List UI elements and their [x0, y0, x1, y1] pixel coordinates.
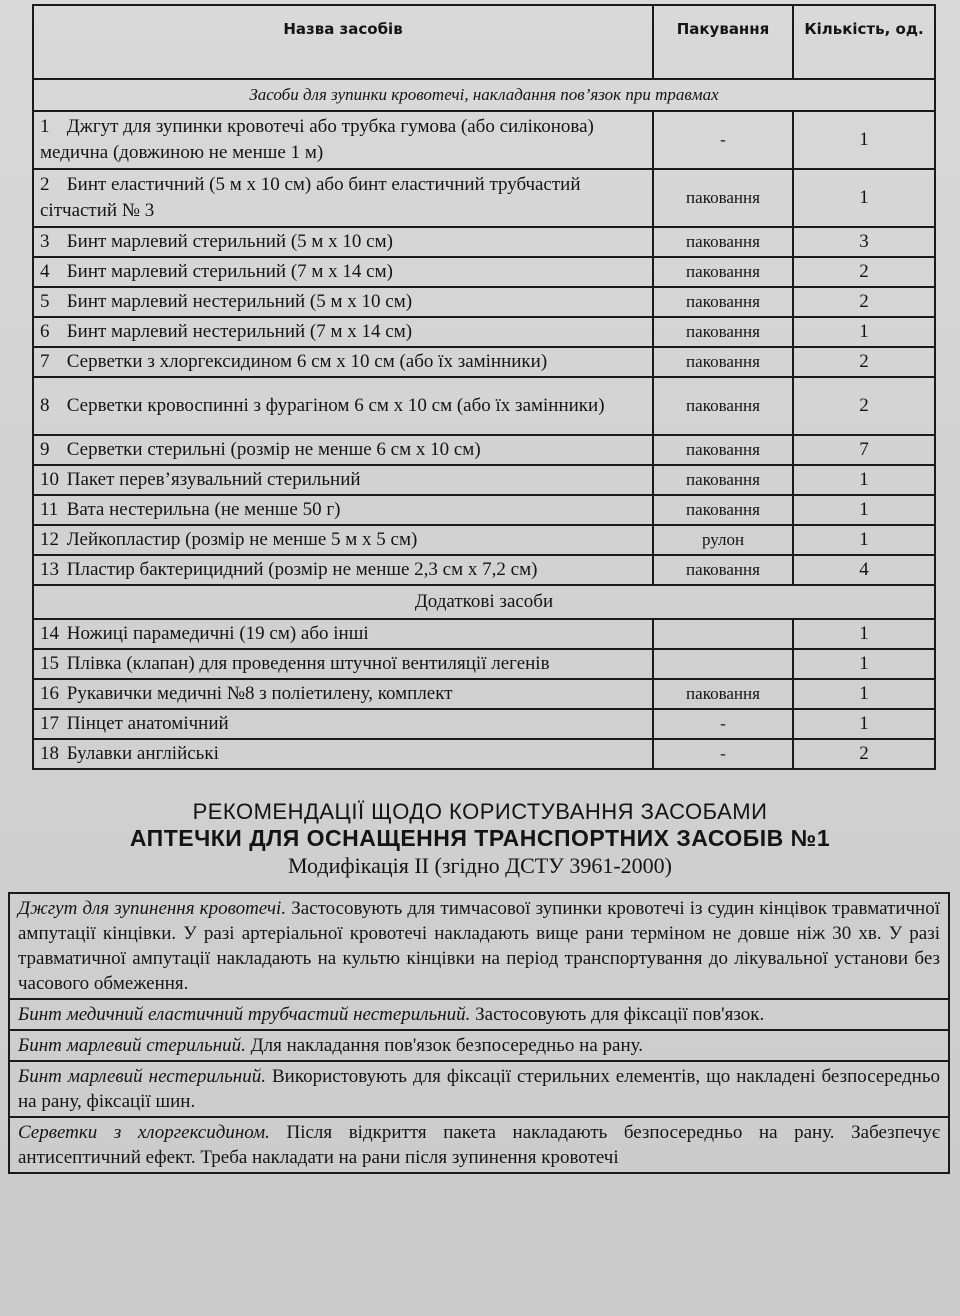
table-row [33, 227, 935, 257]
recommendation-text: Застосовують для тимчасової зупинки кровотечі із судин кінцівок травматичної ампутації кінцівки. У разі артеріальної кровотечі накладають вище рани терміном не довше ніж 30 хв. У разі травматичної ампутації накладають на культю кінцівки на період транспортування до лікувальної установи без часового обмеження. [18, 898, 941, 994]
item-name: Бинт марлевий нестерильний (7 м х 14 см) [66, 321, 413, 342]
item-quantity: 2 [793, 739, 935, 769]
title-line-2: АПТЕЧКИ ДЛЯ ОСНАЩЕННЯ ТРАНСПОРТНИХ ЗАСОБІВ №1 [129, 825, 831, 851]
recommendation-cell [9, 1117, 949, 1173]
item-packaging: рулон [653, 525, 793, 555]
recommendation-term: Бинт медичний еластичний трубчастий нестерильний. [18, 1004, 471, 1025]
item-number: 3 [40, 231, 50, 252]
item-name-cell [33, 555, 653, 585]
table-row [33, 169, 935, 227]
item-number: 8 [40, 395, 50, 416]
recommendation-row [9, 893, 949, 999]
recommendation-text: Для накладання пов'язок безпосередньо на рану. [245, 1035, 643, 1056]
table-row [33, 739, 935, 769]
item-name: Плівка (клапан) для проведення штучної вентиляції легенів [66, 653, 550, 674]
recommendation-row [9, 1030, 949, 1061]
section-heading-additional: Додаткові засоби [33, 585, 935, 619]
item-packaging: паковання [653, 435, 793, 465]
item-number: 6 [40, 321, 50, 342]
item-quantity: 1 [793, 525, 935, 555]
item-quantity: 2 [793, 257, 935, 287]
item-name: Бинт марлевий стерильний (7 м х 14 см) [66, 261, 393, 282]
item-name-cell [33, 377, 653, 435]
recommendation-term: Бинт марлевий нестерильний. [18, 1066, 266, 1087]
item-number: 4 [40, 261, 50, 282]
item-quantity: 1 [793, 111, 935, 169]
item-quantity: 1 [793, 465, 935, 495]
item-number: 11 [40, 499, 59, 520]
table-row [33, 435, 935, 465]
item-packaging: паковання [653, 555, 793, 585]
item-number: 17 [40, 713, 59, 734]
recommendation-row [9, 999, 949, 1030]
recommendation-cell [9, 999, 949, 1030]
item-quantity: 1 [793, 709, 935, 739]
item-number: 9 [40, 439, 50, 460]
item-packaging: паковання [653, 495, 793, 525]
item-number: 2 [40, 174, 50, 195]
item-name: Бинт марлевий стерильний (5 м х 10 см) [66, 231, 393, 252]
item-quantity: 4 [793, 555, 935, 585]
section-row [33, 79, 935, 111]
item-quantity: 1 [793, 169, 935, 227]
item-quantity: 2 [793, 347, 935, 377]
item-number: 12 [40, 529, 59, 550]
item-name-cell [33, 317, 653, 347]
recommendations-title [0, 798, 960, 879]
item-number: 5 [40, 291, 50, 312]
item-packaging: - [653, 709, 793, 739]
recommendation-text: Використовують для фіксації стерильних елементів, що накладені безпосередньо на рану, фіксації шин. [18, 1066, 940, 1112]
item-name: Серветки стерильні (розмір не менше 6 см х 10 см) [66, 439, 481, 460]
table-row [33, 317, 935, 347]
table-row [33, 287, 935, 317]
item-name: Серветки кровоспинні з фурагіном 6 см х 10 см (або їх замінники) [66, 395, 605, 416]
recommendations-table [8, 892, 950, 1174]
table-row [33, 111, 935, 169]
item-name: Ножиці парамедичні (19 см) або інші [66, 623, 369, 644]
item-quantity: 1 [793, 649, 935, 679]
column-header-name: Назва засобів [33, 5, 653, 79]
item-packaging: паковання [653, 257, 793, 287]
recommendation-term: Бинт марлевий стерильний. [18, 1035, 246, 1056]
item-name: Лейкопластир (розмір не менше 5 м х 5 см) [66, 529, 418, 550]
item-name: Пакет перев’язувальний стерильний [66, 469, 361, 490]
recommendation-term: Серветки з хлоргексидином. [18, 1122, 270, 1143]
table-row [33, 555, 935, 585]
item-quantity: 2 [793, 287, 935, 317]
recommendation-row [9, 1061, 949, 1117]
item-name-cell [33, 111, 653, 169]
item-number: 18 [40, 743, 59, 764]
item-quantity: 1 [793, 495, 935, 525]
recommendation-row [9, 1117, 949, 1173]
item-number: 15 [40, 653, 59, 674]
item-quantity: 1 [793, 619, 935, 649]
item-name-cell [33, 619, 653, 649]
item-packaging: паковання [653, 169, 793, 227]
item-name-cell [33, 169, 653, 227]
section-row [33, 585, 935, 619]
item-number: 1 [40, 116, 50, 137]
table-row [33, 709, 935, 739]
item-name-cell [33, 679, 653, 709]
item-name: Булавки англійські [66, 743, 219, 764]
recommendation-text: Застосовують для фіксації пов'язок. [470, 1004, 765, 1025]
recommendation-cell [9, 893, 949, 999]
item-name: Джгут для зупинки кровотечі або трубка гумова (або силіконова) медична (довжиною не менше 1 м) [40, 116, 594, 163]
recommendation-cell [9, 1061, 949, 1117]
table-row [33, 619, 935, 649]
item-name: Серветки з хлоргексидином 6 см х 10 см (або їх замінники) [66, 351, 548, 372]
item-name: Бинт марлевий нестерильний (5 м х 10 см) [66, 291, 413, 312]
item-packaging [653, 649, 793, 679]
item-number: 16 [40, 683, 59, 704]
item-name-cell [33, 435, 653, 465]
table-row [33, 525, 935, 555]
title-line-3: Модифікація II (згідно ДСТУ 3961-2000) [288, 853, 672, 878]
column-header-packaging: Пакування [653, 5, 793, 79]
table-row [33, 347, 935, 377]
table-row [33, 465, 935, 495]
item-name: Пінцет анатомічний [66, 713, 229, 734]
item-name: Бинт еластичний (5 м х 10 см) або бинт еластичний трубчастий сітчастий № 3 [40, 174, 581, 221]
item-name-cell [33, 227, 653, 257]
item-packaging: - [653, 739, 793, 769]
item-packaging: паковання [653, 317, 793, 347]
item-quantity: 1 [793, 317, 935, 347]
item-name-cell [33, 465, 653, 495]
item-name-cell [33, 525, 653, 555]
recommendation-term: Джгут для зупинення кровотечі. [18, 898, 287, 919]
item-number: 13 [40, 559, 59, 580]
item-packaging: паковання [653, 347, 793, 377]
item-quantity: 2 [793, 377, 935, 435]
item-quantity: 3 [793, 227, 935, 257]
item-packaging: паковання [653, 287, 793, 317]
item-name: Рукавички медичні №8 з поліетилену, комплект [66, 683, 453, 704]
title-line-1: РЕКОМЕНДАЦІЇ ЩОДО КОРИСТУВАННЯ ЗАСОБАМИ [192, 799, 768, 824]
item-name-cell [33, 495, 653, 525]
column-header-quantity: Кількість, од. [793, 5, 935, 79]
first-aid-kit-table [32, 4, 936, 770]
table-row [33, 679, 935, 709]
item-number: 14 [40, 623, 59, 644]
table-row [33, 649, 935, 679]
recommendation-text: Після відкриття пакета накладають безпосередньо на рану. Забезпечує антисептичний ефект. Треба накладати на рани після зупинення кровотечі [18, 1122, 940, 1168]
item-quantity: 1 [793, 679, 935, 709]
item-name-cell [33, 649, 653, 679]
item-name-cell [33, 709, 653, 739]
item-number: 7 [40, 351, 50, 372]
item-name-cell [33, 347, 653, 377]
item-packaging: паковання [653, 679, 793, 709]
item-number: 10 [40, 469, 59, 490]
table-row [33, 257, 935, 287]
item-name-cell [33, 287, 653, 317]
item-name-cell [33, 739, 653, 769]
item-packaging [653, 619, 793, 649]
table-row [33, 377, 935, 435]
item-packaging: паковання [653, 465, 793, 495]
item-packaging: - [653, 111, 793, 169]
item-name: Вата нестерильна (не менше 50 г) [66, 499, 341, 520]
recommendation-cell [9, 1030, 949, 1061]
item-quantity: 7 [793, 435, 935, 465]
item-name: Пластир бактерицидний (розмір не менше 2,3 см х 7,2 см) [66, 559, 538, 580]
table-row [33, 495, 935, 525]
item-packaging: паковання [653, 227, 793, 257]
item-packaging: паковання [653, 377, 793, 435]
section-heading-bleeding: Засоби для зупинки кровотечі, накладання пов’язок при травмах [33, 79, 935, 111]
item-name-cell [33, 257, 653, 287]
table-header-row [33, 5, 935, 79]
